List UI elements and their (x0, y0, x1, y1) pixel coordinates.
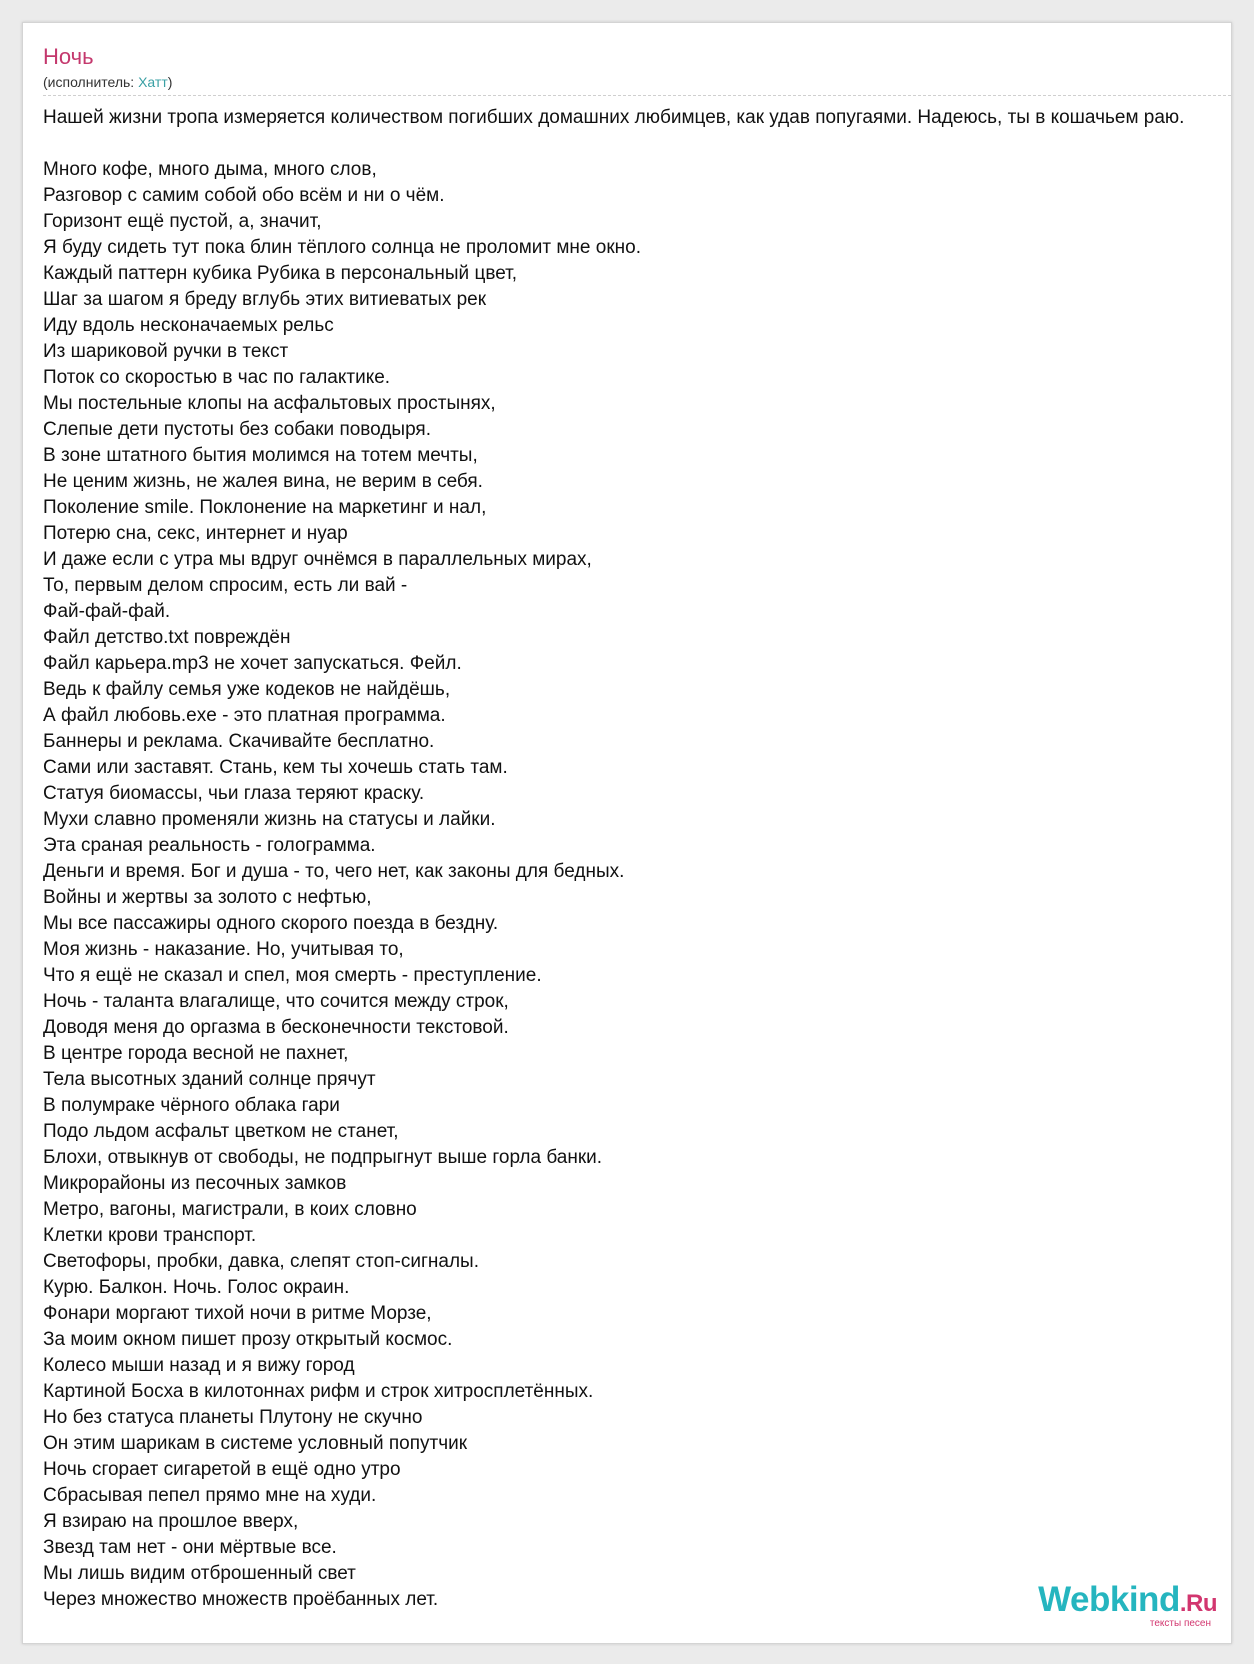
lyric-line: Поток со скоростью в час по галактике. (43, 367, 391, 388)
lyric-line: Войны и жертвы за золото с нефтью, (43, 887, 372, 908)
artist-line (43, 73, 172, 91)
lyric-line: Файл детство.txt повреждён (43, 627, 291, 648)
lyric-line: Эта сраная реальность - голограмма. (43, 835, 376, 856)
lyric-line: Горизонт ещё пустой, а, значит, (43, 211, 322, 232)
artist-prefix: (исполнитель: (43, 74, 139, 90)
lyric-line: Каждый паттерн кубика Рубика в персональный цвет, (43, 263, 518, 284)
lyric-line: Светофоры, пробки, давка, слепят стоп-сигналы. (43, 1251, 479, 1272)
lyric-line: Доводя меня до оргазма в бесконечности текстовой. (43, 1017, 509, 1038)
lyric-line: Из шариковой ручки в текст (43, 341, 289, 362)
lyric-line: Тела высотных зданий солнце прячут (43, 1069, 376, 1090)
lyrics-text (43, 157, 641, 1613)
lyric-line: Мы лишь видим отброшенный свет (43, 1563, 356, 1584)
lyrics-page (22, 22, 1232, 1644)
lyric-line: Моя жизнь - наказание. Но, учитывая то, (43, 939, 404, 960)
lyric-line: Ночь - таланта влагалище, что сочится между строк, (43, 991, 509, 1012)
lyric-line: Много кофе, много дыма, много слов, (43, 159, 377, 180)
lyric-line: Сами или заставят. Стань, кем ты хочешь стать там. (43, 757, 508, 778)
lyric-line: Потерю сна, секс, интернет и нуар (43, 523, 348, 544)
lyric-line: Баннеры и реклама. Скачивайте бесплатно. (43, 731, 435, 752)
lyric-line: Сбрасывая пепел прямо мне на худи. (43, 1485, 377, 1506)
lyric-line: Картиной Босха в килотоннах рифм и строк хитросплетённых. (43, 1381, 594, 1402)
lyric-line: Я буду сидеть тут пока блин тёплого солнца не проломит мне окно. (43, 237, 641, 258)
logo-ru-text: .Ru (1179, 1590, 1217, 1617)
lyric-line: Мы все пассажиры одного скорого поезда в бездну. (43, 913, 499, 934)
lyric-line: Файл карьера.mp3 не хочет запускаться. Фейл. (43, 653, 462, 674)
lyric-line: А файл любовь.exe - это платная программа. (43, 705, 446, 726)
lyric-line: Разговор с самим собой обо всём и ни о чём. (43, 185, 445, 206)
lyric-line: Блохи, отвыкнув от свободы, не подпрыгнут выше горла банки. (43, 1147, 603, 1168)
artist-suffix: ) (167, 74, 173, 90)
lyric-line: И даже если с утра мы вдруг очнёмся в параллельных мирах, (43, 549, 592, 570)
lyric-line: Не ценим жизнь, не жалея вина, не верим в себя. (43, 471, 483, 492)
lyric-line: Мы постельные клопы на асфальтовых простынях, (43, 393, 496, 414)
lyric-line: Иду вдоль несконачаемых рельс (43, 315, 334, 336)
lyric-line: Метро, вагоны, магистрали, в коих словно (43, 1199, 417, 1220)
lyric-line: Фонари моргают тихой ночи в ритме Морзе, (43, 1303, 432, 1324)
intro-text: Нашей жизни тропа измеряется количеством погибших домашних любимцев, как удав попугаями. Надеюсь, ты в кошачьем раю. (43, 107, 1185, 128)
lyric-line: За моим окном пишет прозу открытый космос. (43, 1329, 453, 1350)
lyric-line: Статуя биомассы, чьи глаза теряют краску. (43, 783, 425, 804)
lyric-line: Слепые дети пустоты без собаки поводыря. (43, 419, 431, 440)
lyric-line: В полумраке чёрного облака гари (43, 1095, 340, 1116)
logo-wordmark (1038, 1582, 1217, 1622)
lyric-line: Колесо мыши назад и я вижу город (43, 1355, 355, 1376)
lyric-line: В центре города весной не пахнет, (43, 1043, 349, 1064)
song-title: Ночь (43, 44, 94, 69)
lyric-line: Через множество множеств проёбанных лет. (43, 1589, 439, 1610)
lyric-line: Микрорайоны из песочных замков (43, 1173, 347, 1194)
lyric-line: Шаг за шагом я бреду вглубь этих витиеватых рек (43, 289, 487, 310)
lyric-line: Деньги и время. Бог и душа - то, чего нет, как законы для бедных. (43, 861, 625, 882)
lyric-line: В зоне штатного бытия молимся на тотем мечты, (43, 445, 478, 466)
lyric-line: Ночь сгорает сигаретой в ещё одно утро (43, 1459, 401, 1480)
lyric-line: Клетки крови транспорт. (43, 1225, 257, 1246)
header-divider (43, 95, 1231, 96)
lyric-line: Что я ещё не сказал и спел, моя смерть - преступление. (43, 965, 542, 986)
artist-link[interactable]: Хатт (138, 74, 168, 90)
lyric-line: Я взираю на прошлое вверх, (43, 1511, 299, 1532)
lyric-line: Но без статуса планеты Плутону не скучно (43, 1407, 423, 1428)
webkind-logo[interactable] (1038, 1582, 1217, 1629)
logo-web-text: Webkind (1038, 1580, 1180, 1619)
lyric-line: Фай-фай-фай. (43, 601, 171, 622)
lyric-line: Звезд там нет - они мёртвые все. (43, 1537, 337, 1558)
lyric-line: То, первым делом спросим, есть ли вай - (43, 575, 408, 596)
lyric-line: Подо льдом асфальт цветком не станет, (43, 1121, 399, 1142)
lyric-line: Ведь к файлу семья уже кодеков не найдёшь, (43, 679, 451, 700)
lyric-line: Поколение smile. Поклонение на маркетинг и нал, (43, 497, 487, 518)
lyric-line: Курю. Балкон. Ночь. Голос окраин. (43, 1277, 350, 1298)
lyric-line: Мухи славно променяли жизнь на статусы и лайки. (43, 809, 496, 830)
lyric-line: Он этим шарикам в системе условный попутчик (43, 1433, 468, 1454)
logo-tagline: тексты песен (1149, 1618, 1211, 1629)
